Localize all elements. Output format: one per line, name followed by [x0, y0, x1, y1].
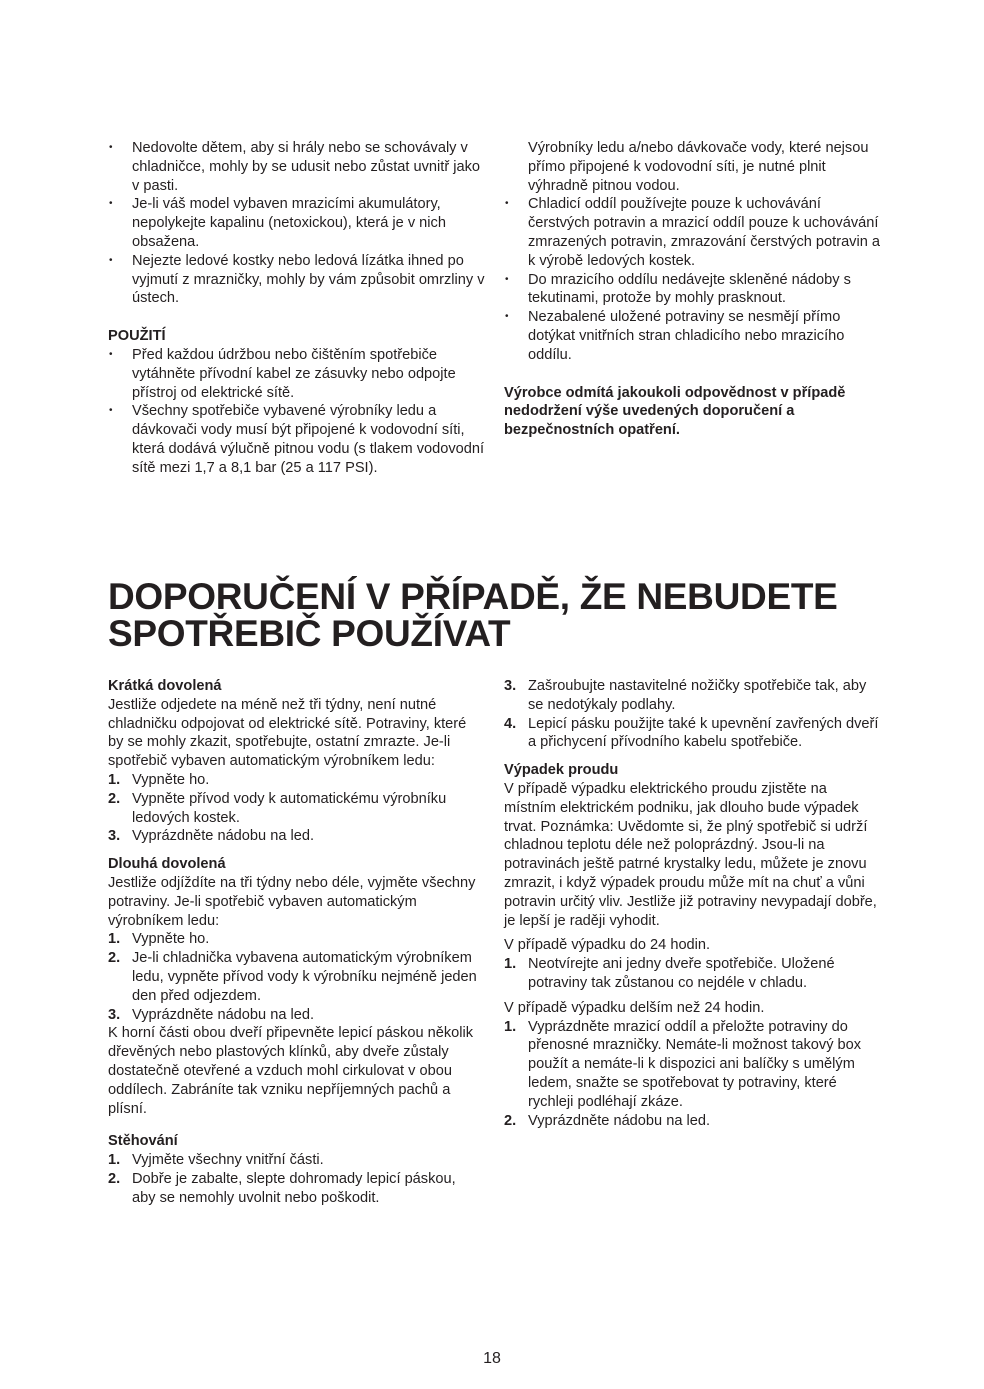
paragraph: V případě výpadku elektrického proudu zjistěte na místním elektrickém podniku, jak dlouho bude výpadek trvat. Poznámka: Uvědomte si, že plný spotřebič si udrží chladnou teplotu déle než poloprázdný. Jsou-li na potravinách ještě patrné krystalky ledu, můžete je znovu zmrazit, i když výpadek proudu může mít na chuť a vůni potravin určitý vliv. Jestliže již potraviny nevypadají dobře, je lepší je raději vyhodit. — [504, 780, 877, 929]
paragraph: V případě výpadku do 24 hodin. — [504, 937, 711, 954]
step-text: Vyprázdněte mrazicí oddíl a přeložte potraviny do přenosné mrazničky. Nemáte-li možnost takový box použít a nemáte-li k dispozici ani balíčky s umělým ledem, snažte se spotřebovat ty potraviny, které rychleji podléhají zkáze. — [528, 1018, 862, 1110]
step-item — [108, 930, 483, 949]
step-number: 2. — [108, 1170, 121, 1187]
page-title-line: DOPORUČENÍ V PŘÍPADĚ, ŽE NEBUDETE — [108, 576, 838, 617]
step-item — [504, 1018, 879, 1112]
step-text: Vyprázdněte nádobu na led. — [132, 1006, 315, 1023]
page-title — [108, 578, 888, 652]
step-item — [108, 949, 483, 1005]
step-number: 3. — [108, 1006, 121, 1023]
step-text: Zašroubujte nastavitelné nožičky spotřebiče tak, aby se nedotýkaly podlahy. — [528, 678, 867, 713]
list-item: • Všechny spotřebiče vybavené výrobníky ledu a dávkovači vody musí být připojené k vodovodní síti, která dodává výlučně pitnou vodu (s tlakem vodovodní sítě mezi 1,7 a 8,1 bar (25 a 117 PSI). — [108, 402, 486, 477]
step-number: 1. — [504, 1018, 517, 1035]
step-item — [504, 1112, 879, 1131]
step-number: 4. — [504, 715, 517, 732]
section-heading-power-outage: Výpadek proudu — [504, 762, 619, 779]
bottom-left-column — [108, 677, 483, 1208]
step-text: Vypněte ho. — [132, 931, 210, 948]
bottom-right-column — [504, 677, 879, 1130]
step-item — [108, 827, 483, 846]
step-text: Vyprázdněte nádobu na led. — [528, 1112, 711, 1129]
section-heading-moving: Stěhování — [108, 1133, 178, 1150]
step-number: 3. — [108, 828, 121, 845]
paragraph: V případě výpadku delším než 24 hodin. — [504, 999, 765, 1016]
step-item — [108, 790, 483, 828]
disclaimer-text: Výrobce odmítá jakoukoli odpovědnost v případě nedodržení výše uvedených doporučení a bezpečnostních opatření. — [504, 384, 846, 439]
step-number: 3. — [504, 678, 517, 694]
step-number: 1. — [108, 931, 121, 948]
step-number: 2. — [108, 790, 121, 807]
list-item: • Je-li váš model vybaven mrazicími akumulátory, nepolykejte kapalinu (netoxickou), která je v nich obsažena. — [108, 195, 486, 251]
step-item — [504, 955, 879, 993]
page-number: 18 — [483, 1350, 501, 1367]
continuation-text: Výrobníky ledu a/nebo dávkovače vody, které nejsou přímo připojené k vodovodní síti, je nutné plnit výhradně pitnou vodou. — [528, 140, 869, 194]
paragraph: Jestliže odjedete na méně než tři týdny, není nutné chladničku odpojovat od elektrické sítě. Potraviny, které by se mohly zkazit, spotřebujte, ostatní zmrazte. Je-li spotřebič vybaven automatickým výrobníkem ledu: — [108, 696, 467, 770]
step-item — [504, 715, 879, 753]
step-number: 1. — [108, 771, 121, 788]
list-item: • Nejezte ledové kostky nebo ledová lízátka ihned po vyjmutí z mrazničky, mohly by vám způsobit omrzliny v ústech. — [108, 252, 486, 308]
list-item: • Nedovolte dětem, aby si hrály nebo se schovávaly v chladničce, mohly by se udusit nebo zůstat uvnitř jako v pasti. — [108, 139, 486, 195]
step-item — [108, 1170, 483, 1208]
section-heading-usage: POUŽITÍ — [108, 328, 166, 345]
list-item: • Chladicí oddíl používejte pouze k uchovávání čerstvých potravin a mrazicí oddíl pouze k uchovávání zmrazených potravin, zmrazování čerstvých potravin a k výrobě ledových kostek. — [504, 195, 882, 270]
step-item — [108, 1151, 483, 1170]
section-heading-short-vacation: Krátká dovolená — [108, 678, 222, 694]
step-text: Je-li chladnička vybavena automatickým výrobníkem ledu, vypněte přívod vody k výrobníku nejméně jeden den před odjezdem. — [132, 950, 477, 1004]
step-text: Neotvírejte ani jedny dveře spotřebiče. Uložené potraviny tak zůstanou co nejdéle v chladu. — [528, 956, 835, 991]
list-item: • Do mrazicího oddílu nedávejte skleněné nádoby s tekutinami, protože by mohly prasknout. — [504, 271, 882, 309]
step-item — [108, 771, 483, 790]
page-title-line: SPOTŘEBIČ POUŽÍVAT — [108, 613, 511, 654]
step-text: Vyprázdněte nádobu na led. — [132, 828, 315, 845]
list-item: • Před každou údržbou nebo čištěním spotřebiče vytáhněte přívodní kabel ze zásuvky nebo odpojte přístroj od elektrické sítě. — [108, 346, 486, 402]
step-number: 1. — [108, 1152, 121, 1169]
step-text: Vypněte přívod vody k automatickému výrobníku ledových kostek. — [132, 790, 447, 826]
top-right-column — [504, 139, 882, 440]
top-left-column — [108, 139, 486, 478]
step-number: 2. — [504, 1112, 517, 1129]
step-number: 2. — [108, 950, 121, 967]
step-number: 1. — [504, 956, 517, 973]
paragraph: K horní části obou dveří připevněte lepicí páskou několik dřevěných nebo plastových klínků, aby dveře zůstaly dostatečně otevřené a vzduch mohl cirkulovat v obou oddílech. Zabráníte tak vzniku nepříjemných pachů a plísní. — [108, 1025, 474, 1117]
paragraph: Jestliže odjíždíte na tři týdny nebo déle, vyjměte všechny potraviny. Je-li spotřebič vybaven automatickým výrobníkem ledu: — [108, 874, 476, 929]
step-item — [108, 1006, 483, 1025]
step-item — [504, 677, 879, 715]
step-text: Dobře je zabalte, slepte dohromady lepicí páskou, aby se nemohly uvolnit nebo poškodit. — [132, 1170, 456, 1206]
step-text: Vyjměte všechny vnitřní části. — [132, 1152, 324, 1169]
section-heading-long-vacation: Dlouhá dovolená — [108, 856, 226, 873]
step-text: Lepicí pásku použijte také k upevnění zavřených dveří a přichycení přívodního kabelu spotřebiče. — [528, 715, 879, 751]
list-item: • Nezabalené uložené potraviny se nesmějí přímo dotýkat vnitřních stran chladicího nebo mrazicího oddílu. — [504, 308, 882, 364]
step-text: Vypněte ho. — [132, 771, 210, 788]
